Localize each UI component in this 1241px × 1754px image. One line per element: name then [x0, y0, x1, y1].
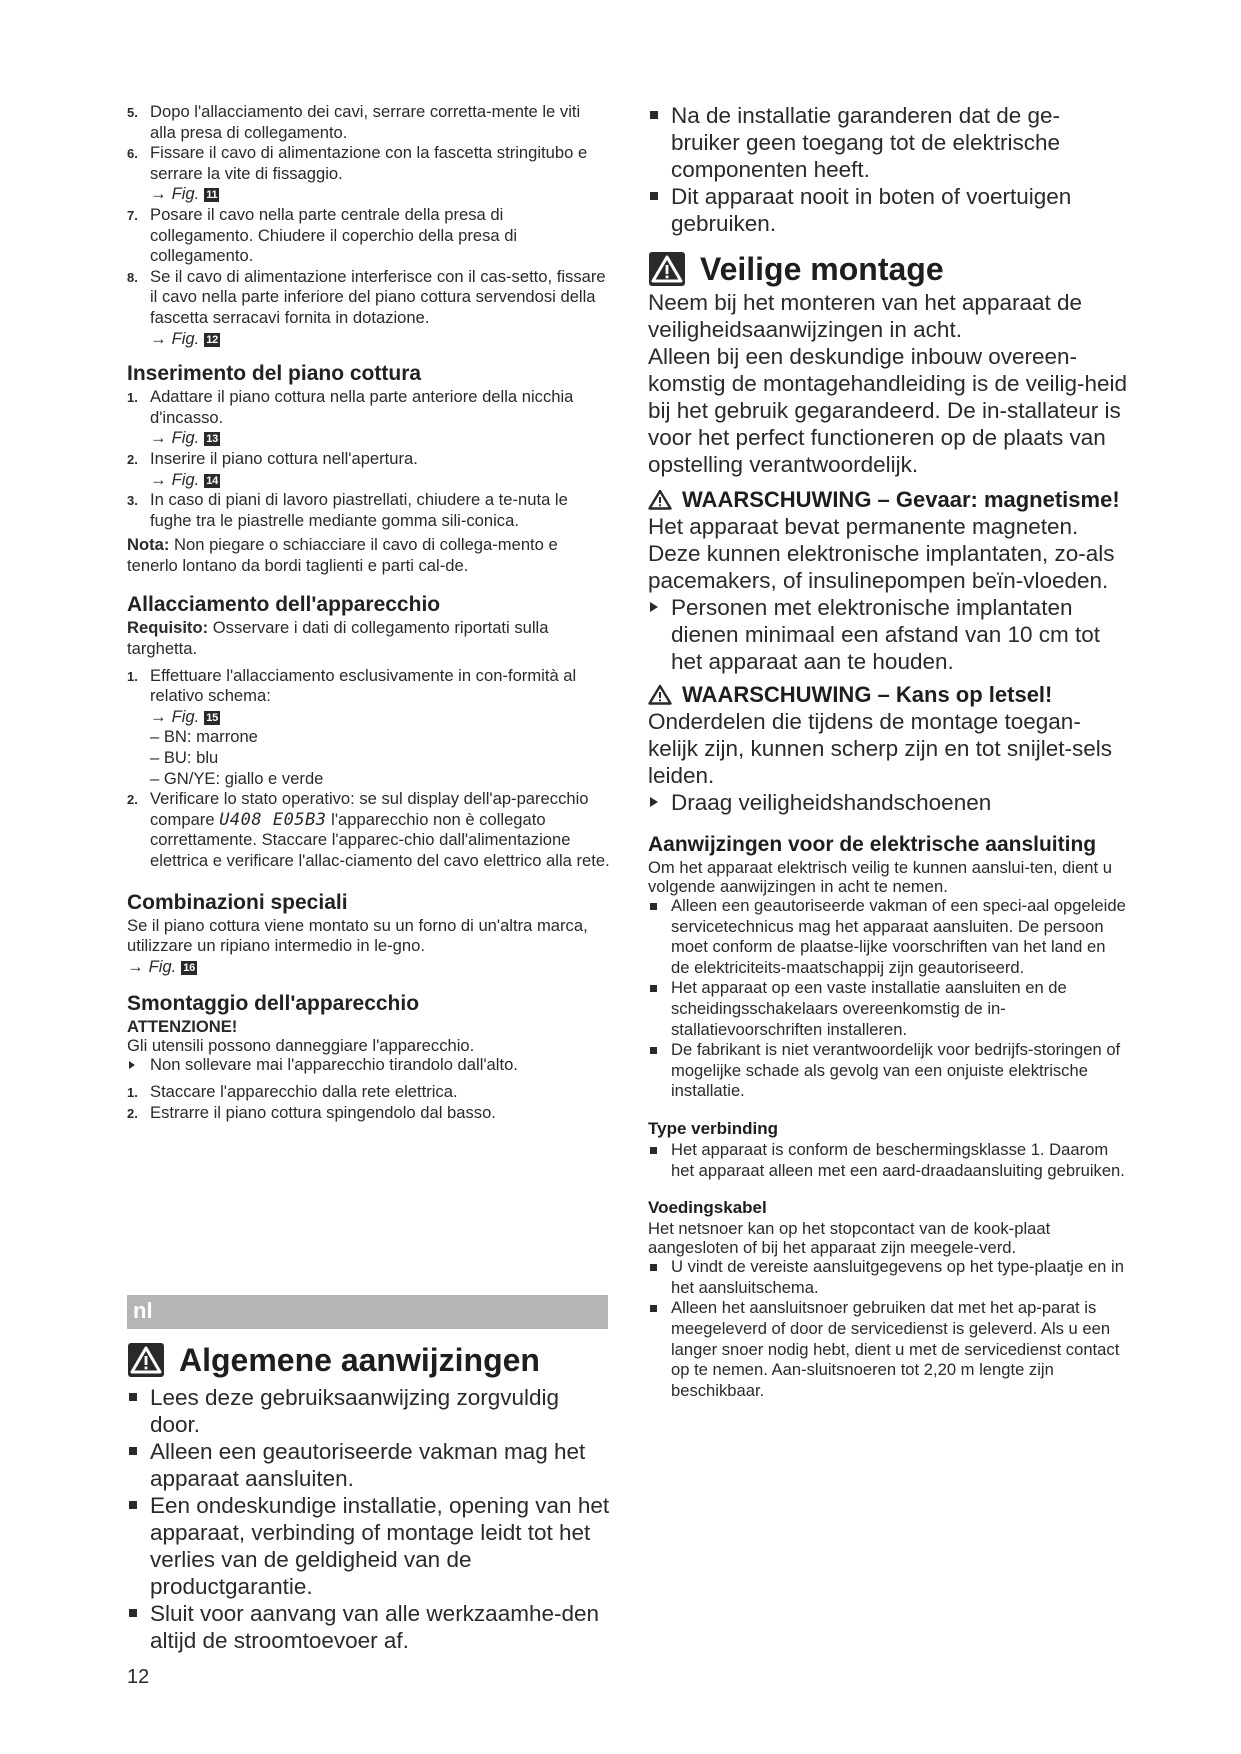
step-number: 3. [127, 493, 138, 509]
attention-text: Gli utensili possono danneggiare l'apparecchio. [127, 1036, 475, 1056]
type-list [648, 1140, 1128, 1181]
list-item [127, 102, 610, 143]
requirement-paragraph [127, 618, 610, 659]
warning-triangle-icon [648, 684, 672, 705]
combinazioni-paragraph [127, 916, 610, 978]
action-arrow-icon [129, 1061, 135, 1069]
figure-number-badge: 16 [183, 961, 195, 974]
step-number: 2. [127, 451, 138, 467]
aanwijzingen-list [648, 896, 1128, 1102]
list-item [127, 1600, 610, 1654]
warning-injury-title [648, 681, 1128, 708]
bullet-icon [129, 1447, 137, 1455]
item-text: Het apparaat op een vaste installatie aansluiten en de scheidingsschakelaars overeenkomstig de in-stallatievoorschriften installeren. [671, 978, 1067, 1039]
item-text: Alleen een geautoriseerde vakman mag het apparaat aansluiten. [150, 1439, 586, 1491]
step-number: 7. [127, 207, 138, 223]
steps-d [127, 1082, 610, 1123]
action-text: Draag veiligheidshandschoenen [671, 790, 992, 815]
bullet-icon [650, 1305, 657, 1312]
list-item [127, 789, 610, 871]
list-item [127, 490, 610, 531]
wire-text: BN: marrone [163, 727, 258, 747]
step-text: Adattare il piano cottura nella parte anteriore della nicchia d'incasso. [150, 387, 574, 427]
bullet-icon [129, 1393, 137, 1401]
language-tag: nl [133, 1298, 153, 1323]
step-text: Se il cavo di alimentazione interferisce con il cas-setto, fissare il cavo nella parte inferiore del piano cottura servendosi della fascetta serracavi fornita in dotazione. [150, 266, 606, 327]
note-text: Non piegare o schiacciare il cavo di collega-mento e tenerlo lontano da bordi taglienti e parti cal-de. [127, 535, 558, 575]
item-text: Alleen een geautoriseerde vakman of een speci-aal opgeleide servicetechnicus mag het apparaat aansluiten. De persoon moet conform de plaatse-lijke voorschriften van het land en de elektriciteits-maatschappij zijn geautoriseerd. [671, 896, 1126, 977]
action-text: Personen met elektronische implantaten dienen minimaal een afstand van 10 cm tot het apparaat aan te houden. [671, 595, 1101, 674]
list-item [127, 1082, 610, 1103]
item-text: Sluit voor aanvang van alle werkzaamhe-den altijd de stroomtoevoer af. [150, 1601, 600, 1653]
bullet-icon [650, 1147, 657, 1154]
heading-combinazioni: Combinazioni speciali [127, 890, 348, 914]
item-text: De fabrikant is niet verantwoordelijk voor bedrijfs-storingen of mogelijke schade als gevolg van een onjuiste elektrische installatie. [671, 1040, 1121, 1101]
list-item [648, 978, 1128, 1040]
warning-magnetism-title [648, 486, 1128, 513]
bullet-icon [650, 903, 657, 910]
step-text: In caso di piani di lavoro piastrellati, chiudere a te-nuta le fughe tra le piastrelle mediante gomma sili-conica. [150, 490, 568, 530]
wire-item: – GN/YE: giallo e verde [150, 768, 324, 788]
figure-reference [127, 957, 610, 978]
list-item [127, 1103, 610, 1124]
fig-label: Fig. [148, 956, 177, 976]
figure-number-badge: 11 [206, 189, 218, 202]
step-number: 1. [127, 1084, 138, 1100]
list-item [648, 896, 1128, 978]
voeding-intro: Het netsnoer kan op het stopcontact van de kook-plaat aangesloten of bij het apparaat zijn meegele-verd. [648, 1219, 1051, 1258]
step-number: 1. [127, 668, 138, 684]
list-item [648, 183, 1128, 237]
wire-text: GN/YE: giallo e verde [163, 768, 324, 788]
list-item [127, 267, 610, 349]
figure-reference [150, 707, 610, 728]
step-text: Effettuare l'allacciamento esclusivamente in con-formità al relativo schema: [150, 665, 577, 706]
arrow-icon: → [150, 428, 167, 448]
heading-text: Algemene aanwijzingen [179, 1342, 540, 1378]
warning-icon [127, 1342, 165, 1378]
heading-inserimento: Inserimento del piano cottura [127, 362, 422, 386]
list-item [127, 1438, 610, 1492]
list-item [127, 666, 610, 790]
step-number: 8. [127, 269, 138, 285]
wire-item: – BN: marrone [150, 727, 258, 747]
voeding-list [648, 1257, 1128, 1401]
requirement-text: Osservare i dati di collegamento riportati sulla targhetta. [127, 618, 549, 659]
fig-label: Fig. [171, 428, 200, 448]
bullet-icon [650, 1264, 657, 1271]
figure-reference [150, 428, 610, 449]
steps-b [127, 387, 610, 531]
action-arrow-icon [650, 602, 658, 612]
heading-veilige [648, 249, 1128, 289]
step-text: Inserire il piano cottura nell'apertura. [150, 448, 418, 468]
warning-triangle-icon [648, 489, 672, 510]
top-list [648, 102, 1128, 237]
step-text: Verificare lo stato operativo: se sul display dell'ap-parecchio compare [150, 789, 589, 829]
arrow-icon: → [127, 956, 144, 976]
heading-text: Veilige montage [700, 251, 944, 287]
bullet-icon [650, 985, 657, 992]
figure-number-badge: 12 [206, 333, 218, 346]
steps-c [127, 666, 610, 872]
bullet-icon [650, 192, 658, 200]
heading-smontaggio: Smontaggio dell'apparecchio [127, 992, 420, 1016]
warning-injury-text: Onderdelen die tijdens de montage toegan-kelijk zijn, kunnen scherp zijn en tot snijlet-sels leiden. [648, 709, 1112, 788]
step-text: Estrarre il piano cottura spingendolo dal basso. [150, 1102, 496, 1122]
display-code: U408 E05B3 [219, 809, 327, 830]
list-item [648, 1257, 1128, 1298]
requirement-label: Requisito: [127, 618, 209, 638]
warning-title-text: WAARSCHUWING – Kans op letsel! [682, 682, 1053, 707]
item-text: Na de installatie garanderen dat de ge-bruiker geen toegang tot de elektrische componenten heeft. [671, 103, 1061, 182]
steps-a [127, 102, 610, 349]
step-number: 2. [127, 792, 138, 808]
list-item [648, 102, 1128, 183]
figure-reference [150, 329, 610, 350]
aanwijzingen-intro: Om het apparaat elektrisch veilig te kunnen aanslui-ten, dient u volgende aanwijzingen in acht te nemen. [648, 858, 1112, 896]
combinazioni-text: Se il piano cottura viene montato su un forno di un'altra marca, utilizzare un ripiano intermedio in le-gno. [127, 915, 588, 956]
heading-algemene [127, 1340, 610, 1380]
step-text: l'apparecchio non è collegato correttamente. Staccare l'apparec-chio dall'alimentazione elettrica e verificare l'allac-ciamento del cavo elettrico alla rete. [150, 809, 610, 870]
warning-injury-action [648, 789, 1128, 816]
figure-reference [150, 184, 610, 205]
figure-number-badge: 15 [206, 711, 218, 724]
arrow-icon: → [150, 706, 167, 726]
note-paragraph [127, 535, 610, 576]
item-text: Alleen het aansluitsnoer gebruiken dat met het ap-parat is meegeleverd of door de servicedienst is geleverd. Als u een langer snoer nodig hebt, dient u met de servicedienst contact op te nemen. Aan-sluitsnoeren tot 2,20 m lengte zijn beschikbaar. [671, 1298, 1120, 1400]
attention-label: ATTENZIONE! [127, 1017, 238, 1037]
warning-magnetism-action [648, 594, 1128, 675]
list-item [127, 205, 610, 267]
warning-magnetism-text: Het apparaat bevat permanente magneten. Deze kunnen elektronische implantaten, zo-als pacemakers, of insulinepompen beïn-vloeden. [648, 514, 1115, 593]
bullet-icon [129, 1501, 137, 1509]
item-text: Dit apparaat nooit in boten of voertuigen gebruiken. [671, 184, 1072, 236]
list-item [127, 1384, 610, 1438]
heading-voedingskabel: Voedingskabel [648, 1198, 767, 1218]
step-text: Posare il cavo nella parte centrale della presa di collegamento. Chiudere il coperchio della presa di collegamento. [150, 204, 518, 266]
list-item [127, 387, 610, 449]
bullet-icon [129, 1609, 137, 1617]
algemene-list [127, 1384, 610, 1654]
step-text: Fissare il cavo di alimentazione con la fascetta stringitubo e serrare la vite di fissaggio. [150, 143, 588, 183]
list-item [648, 1298, 1128, 1401]
item-text: U vindt de vereiste aansluitgegevens op het type-plaatje en in het aansluitschema. [671, 1257, 1124, 1297]
step-number: 6. [127, 146, 138, 162]
arrow-icon: → [150, 328, 167, 348]
heading-aanwijzingen: Aanwijzingen voor de elektrische aansluiting [648, 833, 1097, 856]
arrow-icon: → [150, 184, 167, 204]
language-bar [127, 1295, 608, 1329]
figure-reference [150, 470, 610, 491]
list-item [648, 1140, 1128, 1181]
step-number: 5. [127, 105, 138, 120]
right-column [648, 102, 1128, 1401]
fig-label: Fig. [171, 469, 200, 489]
fig-label: Fig. [171, 706, 200, 726]
page-number: 12 [127, 1666, 150, 1688]
attention-action [127, 1055, 610, 1076]
heading-type-verbinding: Type verbinding [648, 1118, 779, 1138]
algemene-section [127, 1340, 610, 1654]
bullet-icon [650, 1047, 657, 1054]
item-text: Het apparaat is conform de beschermingsklasse 1. Daarom het apparaat alleen met een aard-draadaansluiting gebruiken. [671, 1139, 1125, 1180]
list-item [127, 143, 610, 205]
figure-number-badge: 13 [206, 433, 218, 446]
list-item [127, 449, 610, 490]
arrow-icon: → [150, 469, 167, 489]
figure-number-badge: 14 [206, 474, 218, 487]
item-text: Een ondeskundige installatie, opening van het apparaat, verbinding of montage leidt tot het verlies van de geldigheid van de productgarantie. [150, 1493, 610, 1599]
step-number: 2. [127, 1105, 138, 1121]
wire-text: BU: blu [163, 748, 219, 768]
list-item [648, 1040, 1128, 1102]
left-column [127, 102, 610, 1123]
heading-allacciamento: Allacciamento dell'apparecchio [127, 593, 441, 617]
step-number: 1. [127, 390, 138, 406]
note-label: Nota: [127, 535, 170, 555]
item-text: Lees deze gebruiksaanwijzing zorgvuldig door. [150, 1385, 559, 1437]
wire-item: – BU: blu [150, 748, 219, 768]
action-text: Non sollevare mai l'apparecchio tirandolo dall'alto. [150, 1055, 518, 1075]
fig-label: Fig. [171, 328, 200, 348]
veilige-p1: Neem bij het monteren van het apparaat de veiligheidsaanwijzingen in acht. [648, 290, 1083, 342]
action-arrow-icon [650, 797, 658, 807]
step-text: Dopo l'allacciamento dei cavi, serrare corretta-mente le viti alla presa di collegamento. [150, 102, 581, 142]
fig-label: Fig. [171, 184, 200, 204]
warning-icon [648, 251, 686, 287]
veilige-p2: Alleen bij een deskundige inbouw overeen-komstig de montagehandleiding is de veilig-heid bij het gebruik gegarandeerd. De in-stallateur is voor het perfect functioneren op de plaats van opstelling verantwoordelijk. [648, 344, 1128, 477]
step-text: Staccare l'apparecchio dalla rete elettrica. [150, 1081, 458, 1101]
list-item [127, 1492, 610, 1600]
bullet-icon [650, 111, 658, 119]
warning-title-text: WAARSCHUWING – Gevaar: magnetisme! [682, 487, 1120, 512]
